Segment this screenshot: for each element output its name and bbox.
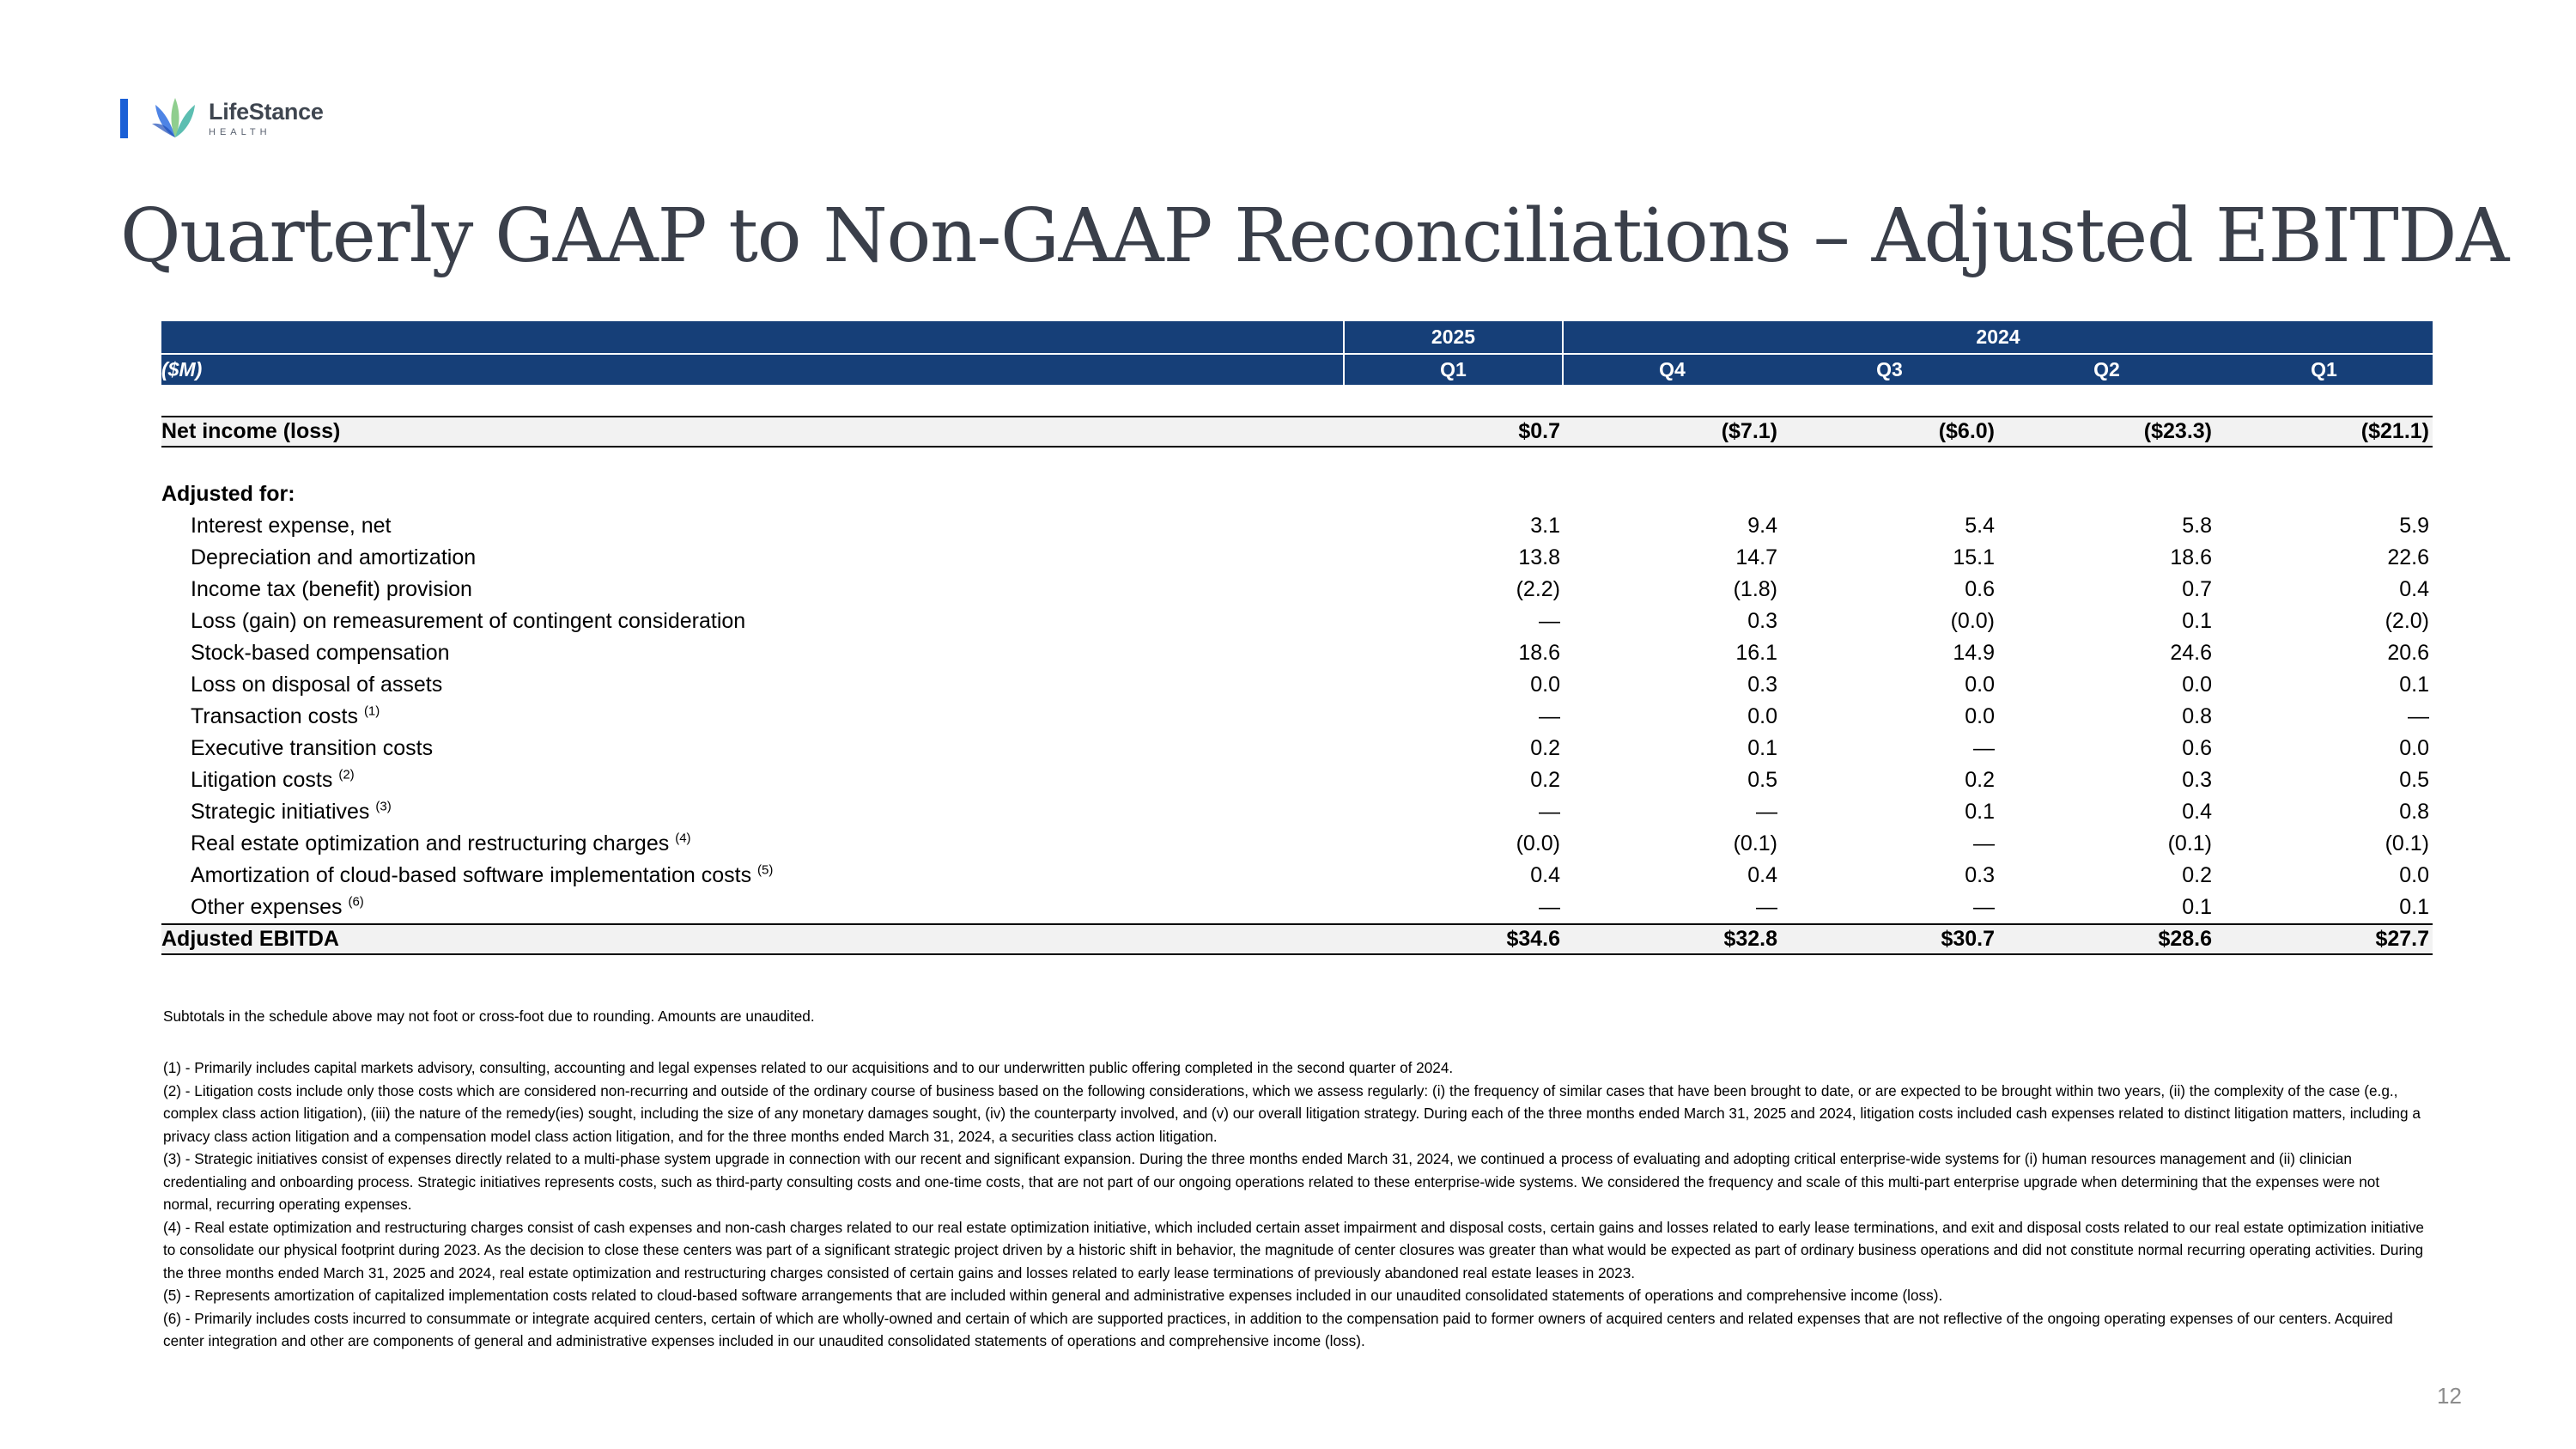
cell-value: 0.6	[1965, 577, 1995, 601]
cell-value: 14.7	[1735, 545, 1777, 569]
cell-value: 0.0	[2399, 863, 2429, 887]
subtotal-note: Subtotals in the schedule above may not foot or cross-foot due to rounding. Amounts are unaudited.	[163, 1008, 815, 1025]
cell-value: 3.1	[1530, 514, 1560, 538]
row-label: Amortization of cloud-based software implementation costs $^{(5)}$	[191, 862, 774, 887]
cell-value: 0.1	[1747, 736, 1777, 760]
adjustment-row	[161, 637, 2433, 669]
cell-value: ($7.1)	[1721, 419, 1777, 443]
cell-value: 0.2	[1530, 736, 1560, 760]
row-label: Litigation costs $^{(2)}$	[191, 767, 355, 792]
cell-value: 0.0	[2182, 673, 2212, 697]
cell-value: 5.4	[1965, 514, 1995, 538]
cell-value: 0.1	[1965, 800, 1995, 824]
footnote: (2) - Litigation costs include only those costs which are considered non-recurring and outside of the ordinary course of business based on the following considerations, which we assess regularly: (i) the frequency of similar cases that have been brought to date, or are expected to be brought within two years, (ii) the complexity of the case (e.g., complex class action litigation), (iii) the nature of the remedy(ies) sought, including the size of any monetary damages sought, (iv) the counterparty involved, and (v) our overall litigation strategy. During each of the three months ended March 31, 2025 and 2024, litigation costs included cash expenses related to distinct litigation matters, including a privacy class action litigation and a compensation model class action litigation, and for the three months ended March 31, 2024, a securities class action litigation.	[163, 1081, 2421, 1145]
table-header	[161, 321, 2433, 353]
row-label: Transaction costs $^{(1)}$	[191, 703, 380, 728]
cell-value: 14.9	[1953, 641, 1995, 665]
cell-value: —	[1539, 704, 1560, 728]
cell-value: $34.6	[1506, 927, 1560, 951]
cell-value: (0.1)	[1733, 831, 1777, 855]
cell-value: 0.0	[1965, 704, 1995, 728]
row-label: Real estate optimization and restructuring charges $^{(4)}$	[191, 831, 691, 855]
cell-value: 0.0	[1530, 673, 1560, 697]
row-label: Net income (loss)	[161, 419, 341, 443]
quarter-header: Q1	[1345, 355, 1564, 385]
cell-value: 0.7	[2182, 577, 2212, 601]
cell-value: ($23.3)	[2143, 419, 2212, 443]
cell-value: ($6.0)	[1938, 419, 1995, 443]
cell-value: 22.6	[2387, 545, 2429, 569]
cell-value: (2.2)	[1516, 577, 1560, 601]
cell-value: —	[2408, 704, 2429, 728]
adjustment-row	[161, 669, 2433, 701]
cell-value: 9.4	[1747, 514, 1777, 538]
cell-value: (0.0)	[1516, 831, 1560, 855]
cell-value: (2.0)	[2385, 609, 2429, 633]
adjustment-row	[161, 860, 2433, 892]
row-label: Executive transition costs	[191, 736, 434, 760]
footnote-ref: (5)	[757, 862, 774, 878]
page-number: 12	[2437, 1383, 2462, 1409]
cell-value: ($21.1)	[2360, 419, 2429, 443]
cell-value: 0.6	[2182, 736, 2212, 760]
page-title: Quarterly GAAP to Non-GAAP Reconciliations – Adjusted EBITDA	[120, 193, 2509, 279]
adjustment-row	[161, 764, 2433, 796]
cell-value: (1.8)	[1733, 577, 1777, 601]
quarter-header: Q2	[2093, 358, 2120, 381]
adjustment-row	[161, 606, 2433, 637]
cell-value: —	[1756, 800, 1777, 824]
year-2024-header: 2024	[1976, 326, 2020, 348]
adjustment-row	[161, 828, 2433, 860]
adjustment-row	[161, 574, 2433, 606]
cell-value: 0.4	[1747, 863, 1777, 887]
cell-value: —	[1973, 736, 1995, 760]
cell-value: 0.1	[2399, 895, 2429, 919]
cell-value: —	[1539, 800, 1560, 824]
adjusted-ebitda-row	[161, 923, 2433, 955]
logo-subtitle: HEALTH	[209, 126, 271, 137]
cell-value: —	[1539, 895, 1560, 919]
unit-label: ($M)	[161, 355, 1345, 385]
cell-value: 0.0	[1965, 673, 1995, 697]
footnote: (5) - Represents amortization of capitalized implementation costs related to cloud-based software arrangements that are included within general and administrative expenses included in our unaudited consolidated statements of operations and comprehensive income (loss).	[163, 1287, 1943, 1304]
cell-value: 0.3	[1747, 609, 1777, 633]
cell-value: —	[1973, 831, 1995, 855]
row-label: Income tax (benefit) provision	[191, 577, 472, 601]
year-2025-header: 2025	[1345, 321, 1564, 353]
cell-value: 5.8	[2182, 514, 2212, 538]
cell-value: $30.7	[1941, 927, 1995, 951]
cell-value: 0.1	[2399, 673, 2429, 697]
row-label: Other expenses $^{(6)}$	[191, 894, 364, 919]
cell-value: 0.1	[2182, 609, 2212, 633]
footnote-ref: (6)	[348, 894, 364, 910]
row-label: Interest expense, net	[191, 514, 392, 538]
quarter-header: Q3	[1876, 358, 1903, 381]
cell-value: 0.3	[1747, 673, 1777, 697]
adjustment-row	[161, 733, 2433, 764]
footnote-ref: (1)	[363, 703, 380, 719]
adjustment-row	[161, 701, 2433, 733]
footnote-ref: (4)	[675, 831, 691, 846]
row-label: Strategic initiatives $^{(3)}$	[191, 799, 392, 824]
cell-value: 0.2	[2182, 863, 2212, 887]
cell-value: 0.5	[2399, 768, 2429, 792]
cell-value: $28.6	[2158, 927, 2212, 951]
cell-value: $0.7	[1518, 419, 1560, 443]
footnote-ref: (3)	[375, 799, 392, 814]
lifestance-leaf-icon	[150, 94, 200, 143]
footnote: (3) - Strategic initiatives consist of expenses directly related to a multi-phase system upgrade in connection with our recent and significant expansion. During the three months ended March 31, 2024, we continued a process of evaluating and adopting critical enterprise-wide systems for (i) human resources management and (ii) clinician credentialing and onboarding process. Strategic initiatives represents costs, such as third-party consulting costs and one-time costs, that are not part of our ongoing operations related to these enterprise-wide systems. We considered the frequency and scale of this multi-part enterprise upgrade when determining that the expenses were not normal, recurring operating expenses.	[163, 1150, 2380, 1213]
cell-value: 0.0	[1747, 704, 1777, 728]
cell-value: 0.0	[2399, 736, 2429, 760]
footnote-ref: (2)	[338, 767, 355, 782]
cell-value: 18.6	[1518, 641, 1560, 665]
cell-value: —	[1539, 609, 1560, 633]
cell-value: (0.1)	[2167, 831, 2212, 855]
cell-value: 13.8	[1518, 545, 1560, 569]
quarter-header: Q4	[1659, 358, 1686, 381]
cell-value: $27.7	[2375, 927, 2429, 951]
cell-value: 18.6	[2170, 545, 2212, 569]
adjusted-for-heading: Adjusted for:	[161, 482, 295, 506]
row-label: Loss on disposal of assets	[191, 673, 443, 697]
row-label: Loss (gain) on remeasurement of contingent consideration	[191, 609, 746, 633]
row-label: Stock-based compensation	[191, 641, 450, 665]
quarter-header: Q1	[2311, 358, 2337, 381]
footnote: (6) - Primarily includes costs incurred to consummate or integrate acquired centers, certain of which are wholly-owned and certain of which are supported practices, in addition to the compensation paid to former owners of acquired centers and related expenses that are not reflective of the ongoing operating expenses of our centers. Acquired center integration and other are components of general and administrative expenses included in our unaudited consolidated statements of operations and comprehensive income (loss).	[163, 1309, 2393, 1349]
cell-value: 0.3	[2182, 768, 2212, 792]
cell-value: 15.1	[1953, 545, 1995, 569]
footnote: (4) - Real estate optimization and restructuring charges consist of cash expenses and non-cash charges related to our real estate optimization initiative, which included certain asset impairment and disposal costs, certain gains and losses related to early lease terminations, and exit and disposal costs related to our real estate optimization initiative to consolidate our physical footprint during 2023. As the decision to close these centers was part of a significant strategic project driven by a historic shift in behavior, the magnitude of center closures was greater than what would be expected as part of ordinary business operations and did not constitute normal recurring operating activities. During the three months ended March 31, 2025 and 2024, real estate optimization and restructuring charges consisted of certain gains and losses related to early lease terminations of previously abandoned real estate leases in 2023.	[163, 1218, 2424, 1282]
reconciliation-table	[161, 321, 2433, 955]
cell-value: 5.9	[2399, 514, 2429, 538]
cell-value: 0.4	[2399, 577, 2429, 601]
adjustment-row	[161, 542, 2433, 574]
net-income-row	[161, 416, 2433, 447]
cell-value: 0.1	[2182, 895, 2212, 919]
cell-value: 16.1	[1735, 641, 1777, 665]
cell-value: 0.4	[1530, 863, 1560, 887]
cell-value: 24.6	[2170, 641, 2212, 665]
cell-value: 20.6	[2387, 641, 2429, 665]
row-label: Adjusted EBITDA	[161, 927, 339, 951]
cell-value: 0.4	[2182, 800, 2212, 824]
adjustment-row	[161, 510, 2433, 542]
adjustment-row	[161, 892, 2433, 923]
cell-value: (0.1)	[2385, 831, 2429, 855]
cell-value: $32.8	[1723, 927, 1777, 951]
cell-value: 0.2	[1965, 768, 1995, 792]
cell-value: 0.2	[1530, 768, 1560, 792]
cell-value: (0.0)	[1950, 609, 1995, 633]
cell-value: 0.5	[1747, 768, 1777, 792]
cell-value: 0.8	[2182, 704, 2212, 728]
cell-value: 0.8	[2399, 800, 2429, 824]
company-logo	[120, 93, 324, 144]
logo-accent-bar	[120, 99, 128, 138]
logo-name: LifeStance	[209, 98, 324, 125]
footnotes	[163, 1056, 2430, 1353]
cell-value: 0.3	[1965, 863, 1995, 887]
cell-value: —	[1756, 895, 1777, 919]
footnote: (1) - Primarily includes capital markets advisory, consulting, accounting and legal expenses related to our acquisitions and to our underwritten public offering completed in the second quarter of 2024.	[163, 1059, 1454, 1076]
adjustment-rows	[161, 510, 2433, 923]
row-label: Depreciation and amortization	[191, 545, 477, 569]
cell-value: —	[1973, 895, 1995, 919]
adjustment-row	[161, 796, 2433, 828]
